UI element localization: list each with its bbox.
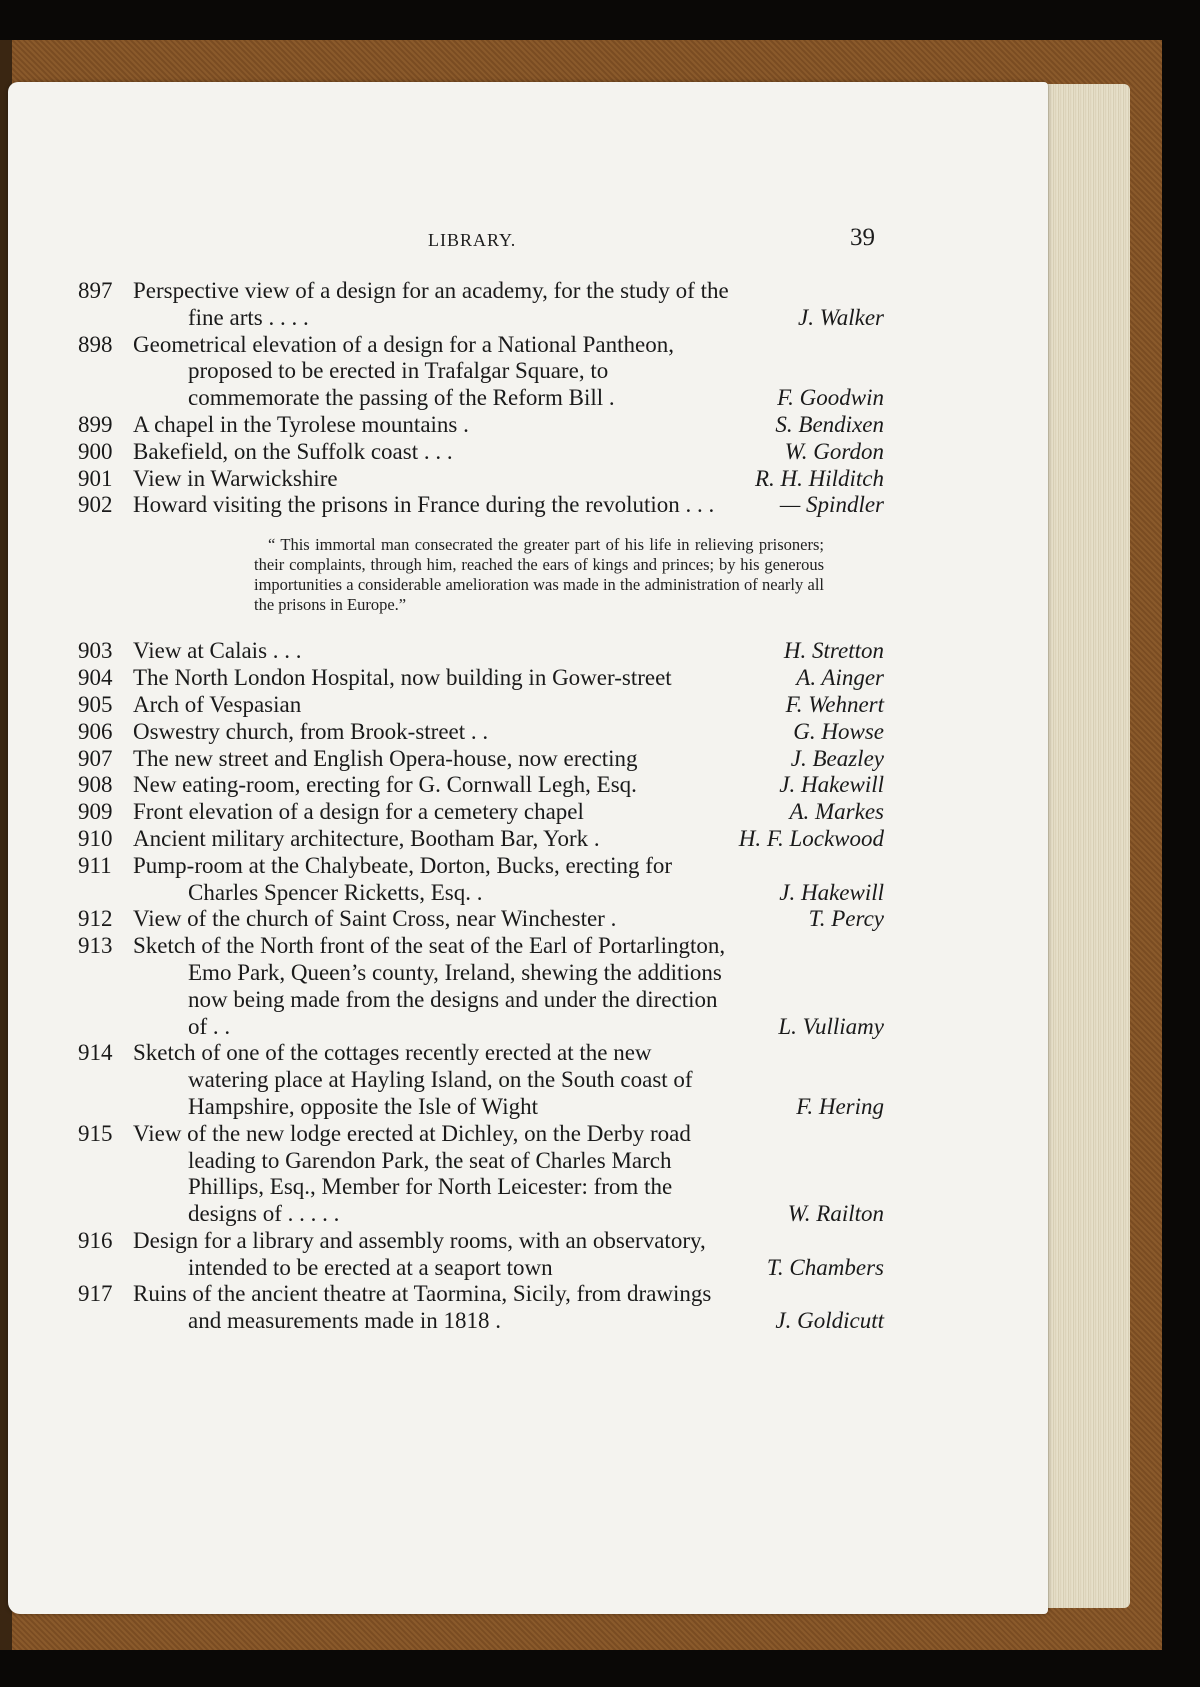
entry-title: Sketch of one of the cottages recently erected at the new watering place at Hayling Island, on the South coast of Hampshire, opposite the Isle of Wight	[133, 1040, 693, 1119]
entry-number: 916	[78, 1227, 113, 1253]
catalogue-entry	[78, 278, 884, 332]
entry-artist: F. Hering	[796, 1093, 884, 1119]
entry-title: Oswestry church, from Brook-street . .	[133, 718, 489, 744]
catalogue-entry	[78, 692, 884, 719]
entry-title: Arch of Vespasian	[133, 691, 302, 717]
entry-number: 907	[78, 745, 113, 771]
entry-artist: S. Bendixen	[775, 411, 884, 437]
entry-number: 911	[78, 852, 112, 878]
catalogue-entry	[78, 1228, 884, 1282]
entry-artist: T. Percy	[808, 906, 884, 932]
entry-artist: J. Hakewill	[779, 879, 884, 905]
catalogue-entry	[78, 933, 884, 1040]
catalogue-entry	[78, 853, 884, 907]
entry-artist: L. Vulliamy	[778, 1013, 884, 1039]
entry-title: The North London Hospital, now building in Gower-street	[133, 665, 672, 691]
page-edges	[1044, 84, 1130, 1608]
entry-title: Sketch of the North front of the seat of the Earl of Portarlington, Emo Park, Queen’s county, Ireland, shewing the additions now being made from the designs and under the direction of . .	[133, 933, 726, 1039]
catalogue-entry	[78, 826, 884, 853]
entry-artist: G. Howse	[793, 718, 884, 744]
entry-number: 905	[78, 691, 113, 717]
entry-title: The new street and English Opera-house, now erecting	[133, 745, 638, 771]
entry-number: 910	[78, 825, 113, 851]
entry-number: 904	[78, 665, 113, 691]
entry-number: 899	[78, 411, 113, 437]
entry-artist: F. Wehnert	[785, 691, 884, 717]
entry-number: 901	[78, 465, 113, 491]
entry-artist: A. Markes	[789, 799, 884, 825]
page-number: 39	[850, 224, 875, 251]
entry-title: Ancient military architecture, Bootham Bar, York .	[133, 825, 600, 851]
catalogue-entry	[78, 746, 884, 773]
entry-artist: J. Walker	[797, 304, 884, 330]
entry-artist: W. Gordon	[784, 438, 884, 464]
entry-title: View in Warwickshire	[133, 465, 338, 491]
entry-number: 917	[78, 1281, 113, 1307]
catalogue-entry	[78, 492, 884, 519]
entry-title: Front elevation of a design for a cemetery chapel	[133, 799, 584, 825]
entry-artist: A. Ainger	[796, 665, 884, 691]
entry-number: 898	[78, 331, 113, 357]
entry-number: 906	[78, 718, 113, 744]
entry-number: 908	[78, 772, 113, 798]
entry-artist: — Spindler	[779, 492, 884, 518]
entry-artist: F. Goodwin	[777, 385, 884, 411]
catalogue-entry	[78, 1281, 884, 1335]
entry-artist: R. H. Hilditch	[754, 465, 884, 491]
catalogue-entries	[78, 278, 884, 1335]
entry-number: 913	[78, 933, 113, 959]
entry-number: 902	[78, 492, 113, 518]
entry-artist: J. Hakewill	[779, 772, 884, 798]
entry-title: Perspective view of a design for an academy, for the study of the fine arts . . . .	[133, 278, 729, 330]
entry-title: New eating-room, erecting for G. Cornwall Legh, Esq.	[133, 772, 637, 798]
catalogue-entry	[78, 665, 884, 692]
entry-title: View at Calais . . .	[133, 638, 302, 664]
entry-artist: W. Railton	[787, 1201, 884, 1227]
entry-title: Design for a library and assembly rooms, with an observatory, intended to be erected at a seaport town	[133, 1227, 706, 1280]
entry-number: 900	[78, 438, 113, 464]
catalogue-entry	[78, 799, 884, 826]
entry-artist: H. Stretton	[783, 638, 884, 664]
entry-title: Bakefield, on the Suffolk coast . . .	[133, 438, 453, 464]
entry-quotation: “ This immortal man consecrated the greater part of his life in relieving prisoners; their complaints, through him, reached the ears of kings and princes; by his generous importunities a considerable amelioration was made in the administration of nearly all the prisons in Europe.”	[254, 535, 824, 614]
entry-number: 912	[78, 906, 113, 932]
catalogue-entry	[78, 906, 884, 933]
entry-number: 903	[78, 638, 113, 664]
catalogue-entry	[78, 466, 884, 493]
entry-number: 909	[78, 799, 113, 825]
entry-number: 915	[78, 1120, 113, 1146]
entry-title: Geometrical elevation of a design for a National Pantheon, proposed to be erected in Trafalgar Square, to commemorate the passing of the Reform Bill .	[133, 331, 674, 411]
catalogue-entry	[78, 1040, 884, 1120]
entry-title: Howard visiting the prisons in France during the revolution . . .	[133, 492, 715, 518]
entry-title: A chapel in the Tyrolese mountains .	[133, 411, 469, 437]
entry-title: View of the church of Saint Cross, near Winchester .	[133, 906, 617, 932]
catalogue-entry	[78, 439, 884, 466]
catalogue-entry	[78, 332, 884, 412]
entry-artist: J. Beazley	[790, 745, 884, 771]
entry-number: 897	[78, 278, 113, 303]
entry-number: 914	[78, 1040, 113, 1066]
entry-artist: J. Goldicutt	[775, 1308, 884, 1334]
entry-artist: H. F. Lockwood	[738, 825, 884, 851]
entry-title: View of the new lodge erected at Dichley, on the Derby road leading to Garendon Park, the seat of Charles March Phillips, Esq., Member for North Leicester: from the designs of . . . . .	[133, 1120, 691, 1227]
entry-artist: T. Chambers	[766, 1254, 884, 1280]
catalogue-entry	[78, 719, 884, 746]
entry-title: Pump-room at the Chalybeate, Dorton, Bucks, erecting for Charles Spencer Ricketts, Esq. .	[133, 852, 673, 905]
catalogue-entry	[78, 772, 884, 799]
catalogue-entry	[78, 1121, 884, 1228]
entry-title: Ruins of the ancient theatre at Taormina, Sicily, from drawings and measurements made in 1818 .	[133, 1281, 712, 1334]
running-head: LIBRARY.	[428, 230, 517, 250]
catalogue-entry	[78, 638, 884, 665]
catalogue-entry	[78, 412, 884, 439]
